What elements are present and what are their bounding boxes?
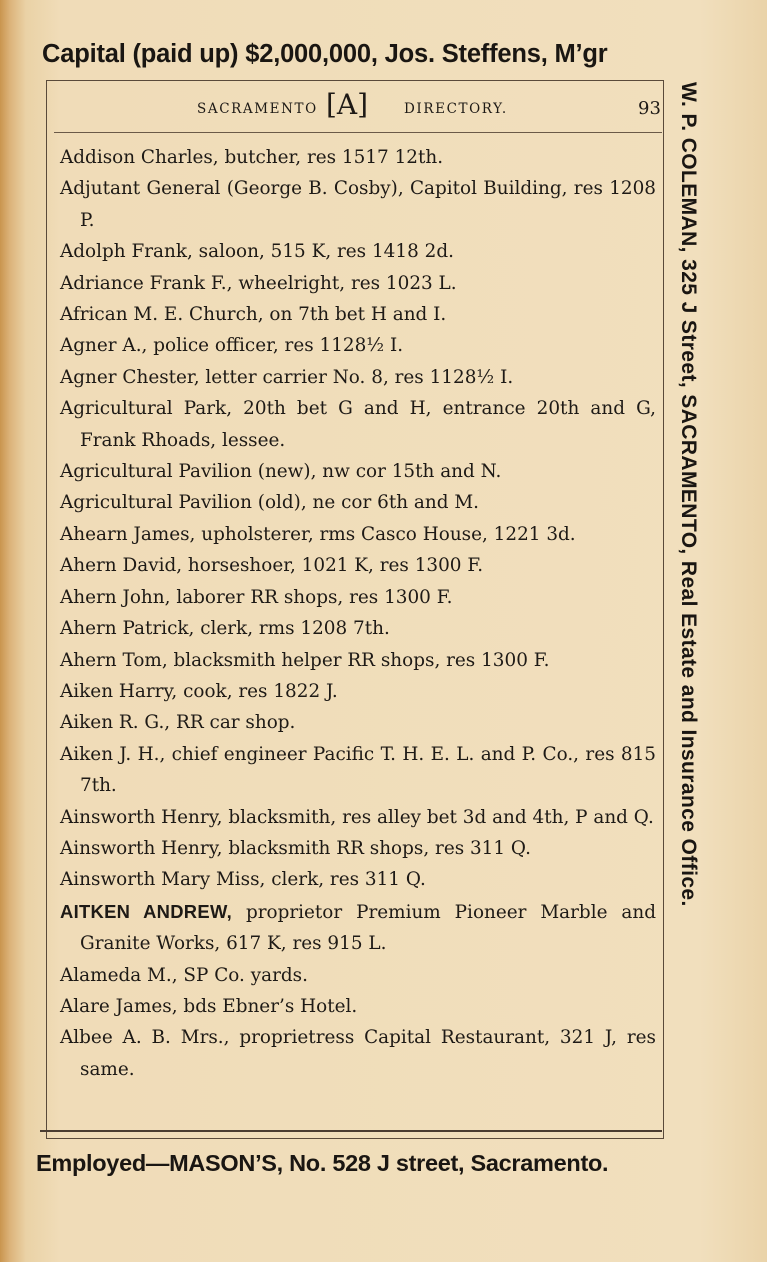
directory-entry: Alare James, bds Ebner’s Hotel. xyxy=(60,995,358,1017)
frame-top-rule xyxy=(46,80,663,81)
featured-details: proprietor Premium Pioneer Marble and Granite Works, 617 K, res 915 L. xyxy=(80,901,656,955)
side-advertisement: W. P. COLEMAN, 325 J Street, SACRAMENTO, Real Estate and Insurance Office. xyxy=(677,82,700,907)
directory-entry: Alameda M., SP Co. yards. xyxy=(60,964,308,986)
top-advertisement: Capital (paid up) $2,000,000, Jos. Steffens, M’gr xyxy=(42,40,608,68)
directory-entry: Ainsworth Mary Miss, clerk, res 311 Q. xyxy=(60,869,426,891)
directory-entry: Aiken R. G., RR car shop. xyxy=(60,712,296,734)
directory-entry: Albee A. B. Mrs., proprietress Capital Restaurant, 321 J, res same. xyxy=(60,1027,656,1080)
directory-entry-featured xyxy=(60,896,656,960)
bottom-advertisement: Employed—MASON’S, No. 528 J street, Sacramento. xyxy=(36,1150,609,1176)
directory-entry: Ainsworth Henry, blacksmith RR shops, res 311 Q. xyxy=(60,837,531,859)
directory-entry: Ahern Patrick, clerk, rms 1208 7th. xyxy=(60,618,390,640)
directory-entry: Adjutant General (George B. Cosby), Capitol Building, res 1208 P. xyxy=(60,178,656,231)
header-directory: DIRECTORY. xyxy=(404,101,508,117)
directory-entry: Agner Chester, letter carrier No. 8, res 1128½ I. xyxy=(60,366,514,388)
directory-entry: Adolph Frank, saloon, 515 K, res 1418 2d. xyxy=(60,241,454,263)
directory-entry: Ainsworth Henry, blacksmith, res alley bet 3d and 4th, P and Q. xyxy=(60,806,654,828)
directory-entry: Ahearn James, upholsterer, rms Casco House, 1221 3d. xyxy=(60,523,576,545)
featured-name: AITKEN ANDREW, xyxy=(60,900,233,922)
directory-entry: Agricultural Pavilion (old), ne cor 6th and M. xyxy=(60,492,480,514)
directory-entry: Agricultural Pavilion (new), nw cor 15th and N. xyxy=(60,461,502,483)
directory-entry: Aiken J. H., chief engineer Pacific T. H. E. L. and P. Co., res 815 7th. xyxy=(60,743,656,797)
bottom-rule xyxy=(40,1130,662,1132)
directory-entry: Aiken Harry, cook, res 1822 J. xyxy=(60,680,338,702)
directory-entry: Ahern Tom, blacksmith helper RR shops, res 1300 F. xyxy=(60,649,550,671)
header-city: SACRAMENTO xyxy=(197,101,318,117)
directory-entry: Ahern John, laborer RR shops, res 1300 F. xyxy=(60,586,453,608)
header-rule xyxy=(54,132,662,133)
header-letter: [A] xyxy=(326,88,369,121)
directory-entry: Adriance Frank F., wheelright, res 1023 L. xyxy=(60,272,457,294)
directory-entry: Agricultural Park, 20th bet G and H, entrance 20th and G, Frank Rhoads, lessee. xyxy=(60,398,656,451)
directory-entries xyxy=(60,142,656,1085)
directory-entry: Addison Charles, butcher, res 1517 12th. xyxy=(60,147,444,168)
directory-entry: African M. E. Church, on 7th bet H and I. xyxy=(60,304,447,326)
directory-entry: Agner A., police officer, res 1128½ I. xyxy=(60,335,404,357)
directory-entry: Ahern David, horseshoer, 1021 K, res 1300 F. xyxy=(60,555,484,577)
page-number: 93 xyxy=(638,98,661,119)
